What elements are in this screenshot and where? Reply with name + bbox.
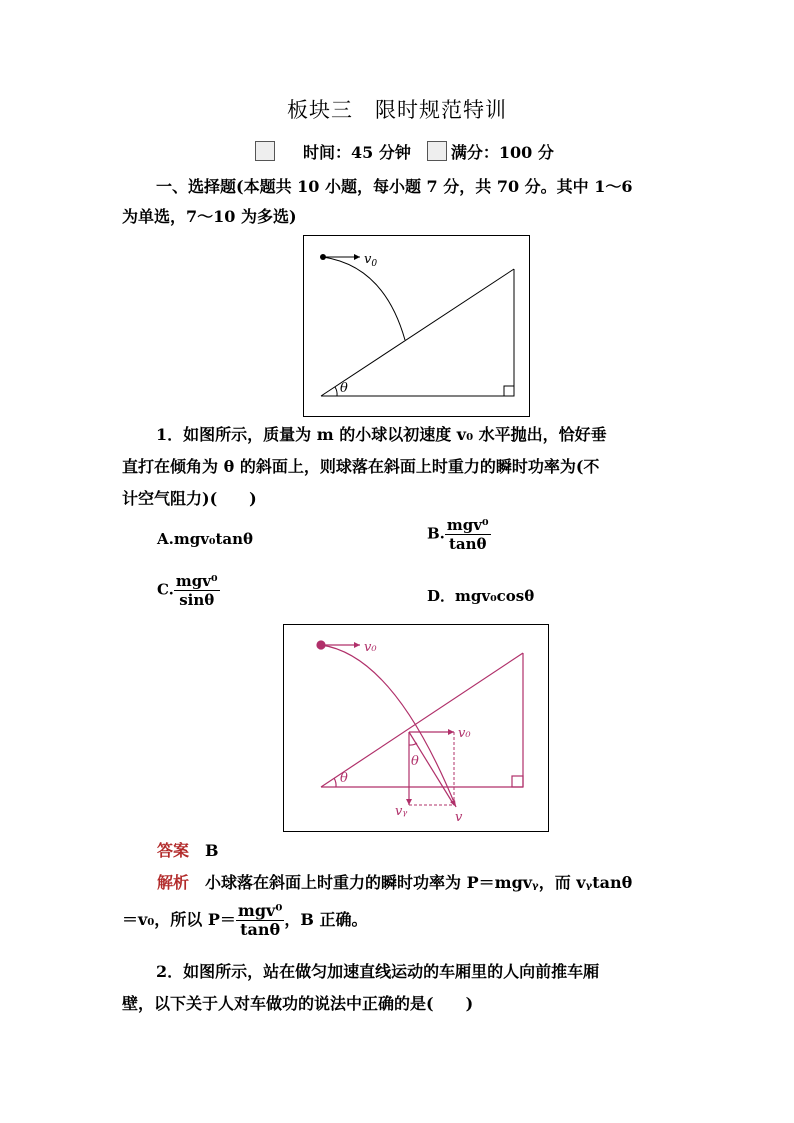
trajectory bbox=[323, 257, 405, 340]
theta-left: θ bbox=[340, 771, 348, 786]
theta-label: θ bbox=[340, 381, 348, 396]
q1-line3: 计空气阻力)( ) bbox=[122, 489, 257, 508]
q1-line2: 直打在倾角为 θ 的斜面上，则球落在斜面上时重力的瞬时功率为(不 bbox=[122, 457, 600, 476]
v0-label-mid: v₀ bbox=[458, 726, 471, 741]
incline bbox=[321, 269, 514, 396]
analysis-line1: 解析 小球落在斜面上时重力的瞬时功率为 P＝mgvᵧ，而 vᵧtanθ bbox=[157, 873, 633, 892]
score-label: 满分：100 分 bbox=[450, 143, 554, 162]
q1-line1: 1．如图所示，质量为 m 的小球以初速度 v₀ 水平抛出，恰好垂 bbox=[156, 425, 607, 444]
option-b[interactable]: B. $\frac{\text{mgv⁰}}{\tan\theta}$ bbox=[427, 516, 489, 553]
option-d[interactable]: D．mgv₀cosθ bbox=[427, 587, 535, 605]
analysis-line2: ＝v₀，所以 P＝ $\frac{\text{mgv⁰}}{\tan\theta}$ ，B 正确。 bbox=[122, 901, 368, 939]
section-heading-2: 为单选，7～10 为多选) bbox=[122, 207, 297, 226]
answer-value: B bbox=[205, 841, 219, 860]
incline bbox=[321, 653, 523, 787]
right-angle bbox=[504, 386, 514, 396]
option-c[interactable]: C. $\frac{\text{mgv⁰}}{\sin\theta}$ bbox=[157, 572, 218, 609]
page-title: 板块三 限时规范特训 bbox=[287, 98, 507, 122]
figure-2 bbox=[283, 624, 549, 832]
q2-line2: 壁，以下关于人对车做功的说法中正确的是( ) bbox=[122, 994, 474, 1013]
figure-1 bbox=[303, 235, 530, 417]
analysis-label: 解析 bbox=[157, 873, 190, 892]
time-label: 时间：45 分钟 bbox=[303, 143, 411, 162]
section-heading: 一、选择题(本题共 10 小题，每小题 7 分，共 70 分。其中 1～6 bbox=[156, 177, 633, 196]
q2-line1: 2．如图所示，站在做匀加速直线运动的车厢里的人向前推车厢 bbox=[156, 962, 600, 981]
score-icon bbox=[427, 141, 447, 161]
v0-label: $v_0$ bbox=[364, 252, 378, 269]
clock-icon bbox=[255, 141, 275, 161]
theta-mid: θ bbox=[411, 754, 419, 769]
v0-label-top: v₀ bbox=[364, 640, 377, 655]
v-label: v bbox=[455, 810, 463, 825]
meta-line bbox=[255, 140, 554, 163]
answer-label: 答案 bbox=[157, 841, 190, 860]
option-a[interactable]: A.mgv₀tanθ bbox=[157, 530, 254, 548]
answer-line bbox=[157, 836, 713, 866]
vy-label: vᵧ bbox=[395, 804, 408, 819]
